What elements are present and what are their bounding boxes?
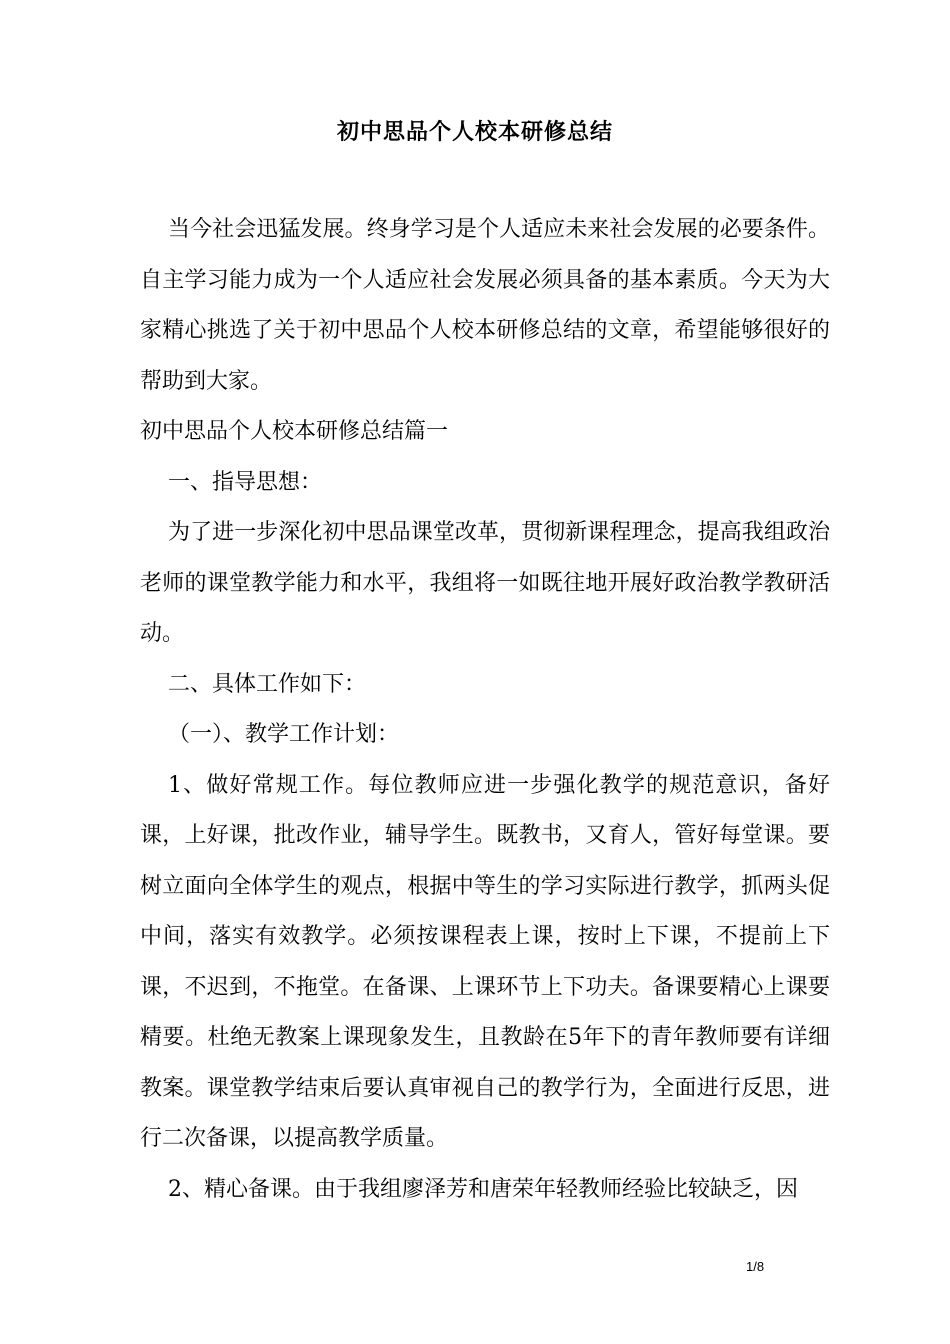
paragraph-guiding-thought: 为了进一步深化初中思品课堂改革，贯彻新课程理念，提高我组政治老师的课堂教学能力和水平，我组将一如既往地开展好政治教学教研活动。 [140,520,830,646]
subheading-specific-work: 二、具体工作如下： [168,671,367,697]
subheading-guiding-thought: 一、指导思想： [168,469,323,495]
section-heading: 初中思品个人校本研修总结篇一 [140,419,449,444]
subheading-teaching-plan: （一）、教学工作计划： [168,722,400,747]
paragraph-routine-work: 1、做好常规工作。每位教师应进一步强化教学的规范意识，备好课，上好课，批改作业，辅导学生。既教书，又育人，管好每堂课。要树立面向全体学生的观点，根据中等生的学习实际进行教学，抓两头促中间，落实有效教学。必须按课程表上课，按时上下课，不提前上下课，不迟到，不拖堂。在备课、上课环节上下功夫。备课要精心上课要精要。杜绝无教案上课现象发生，且教龄在5年下的青年教师要有详细教案。课堂教学结束后要认真审视自己的教学行为，全面进行反思，进行二次备课，以提高教学质量。 [140,772,830,1151]
document-body [140,205,830,1215]
document-title: 初中思品个人校本研修总结 [336,120,613,145]
paragraph-lesson-prep: 2、精心备课。由于我组廖泽芳和唐荣年轻教师经验比较缺乏，因 [168,1176,798,1202]
page-number: 1/8 [746,1259,765,1274]
intro-paragraph: 当今社会迅猛发展。终身学习是个人适应未来社会发展的必要条件。自主学习能力成为一个人适应社会发展必须具备的基本素质。今天为大家精心挑选了关于初中思品个人校本研修总结的文章，希望能够很好的帮助到大家。 [140,217,830,394]
